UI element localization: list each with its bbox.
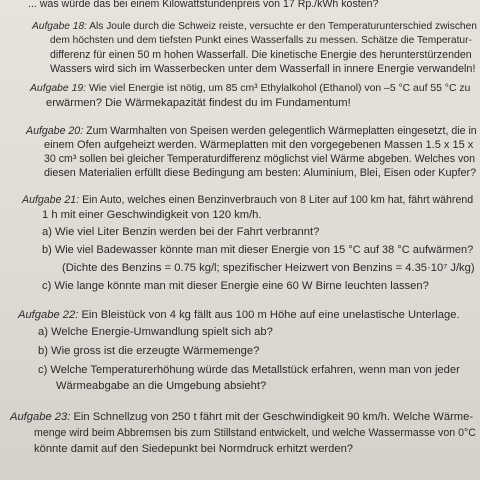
task-18-text-3: differenz für einen 50 m hohen Wasserfall. Die kinetische Energie des herunterstürzenden [50, 49, 472, 61]
task-18-text-4: Wassers wird sich im Wasserbecken unter dem Wasserfall in innere Energie verwandeln! [50, 63, 476, 75]
task-22-text-c-1: c) Welche Temperaturerhöhung würde das Metallstück erfahren, wenn man von jeder [38, 364, 460, 376]
task-21-item-c [42, 279, 429, 293]
task-22-text-1: Ein Bleistück von 4 kg fällt aus 100 m Höhe auf eine unelastische Unterlage. [81, 309, 460, 321]
task-23-line-1 [10, 410, 473, 424]
task-18-text-2: dem höchsten und dem tiefsten Punkt eines Wasserfalls zu messen. Schätze die Temperatur- [50, 35, 472, 46]
task-18-line-3 [50, 48, 472, 62]
task-23-text-1: Ein Schnellzug von 250 t fährt mit der Geschwindigkeit 90 km/h. Welche Wärme- [73, 411, 474, 423]
task-18-line-1 [32, 20, 477, 34]
task-20-line-2 [44, 138, 473, 152]
task-21-text-b-note: (Dichte des Benzins = 0.75 kg/l; spezifischer Heizwert von Benzins = 4.35·10⁷ J/kg) [62, 262, 475, 274]
task-22-text-c-2: Wärmeabgabe an die Umgebung absieht? [56, 380, 267, 392]
task-21-line-2 [42, 208, 262, 222]
task-19-text-2: erwärmen? Die Wärmekapazität findest du im Fundamentum! [46, 97, 351, 109]
task-21-text-b: b) Wie viel Badewasser könnte man mit dieser Energie von 15 °C auf 38 °C aufwärmen? [42, 244, 474, 256]
task-19-text-1: Wie viel Energie ist nötig, um 85 cm³ Ethylalkohol (Ethanol) von –5 °C auf 55 °C zu [88, 83, 471, 94]
task-21-label: Aufgabe 21: [22, 194, 80, 206]
task-20-text-2: einem Ofen aufgeheizt werden. Wärmeplatten mit den vorgegebenen Massen 1.5 x 15 x [44, 139, 474, 151]
task-19-line-2 [46, 96, 351, 110]
task-20-text-4: diesen Materialien erfüllt diese Bedingung am besten: Aluminium, Blei, Eisen oder Kupfer? [44, 167, 477, 179]
task-18-text-1: Als Joule durch die Schweiz reiste, versuchte er den Temperaturunterschied zwischen [89, 21, 477, 32]
task-20-text-1: Zum Warmhalten von Speisen werden gelegentlich Wärmeplatten eingesetzt, die in [86, 125, 477, 137]
task-21-item-b-note [62, 261, 475, 275]
task-21-item-b [42, 243, 473, 257]
task-22-label: Aufgabe 22: [18, 309, 79, 321]
task-22-item-a [38, 325, 273, 339]
task-22-line-1 [18, 308, 460, 322]
task-19-line-1 [30, 82, 470, 96]
task-23-text-3: könnte damit auf den Siedepunkt bei Normdruck erhitzt werden? [34, 443, 354, 455]
task-22-item-c-1 [38, 363, 460, 377]
task-23-line-2 [34, 426, 476, 440]
task-21-item-a [42, 225, 319, 239]
task-20-label: Aufgabe 20: [26, 125, 84, 137]
task-22-text-a: a) Welche Energie-Umwandlung spielt sich ab? [38, 326, 273, 338]
task-18-line-4 [50, 62, 475, 76]
task-20-text-3: 30 cm³ sollen bei gleicher Temperaturdifferenz möglichst viel Wärme abgeben. Welches von [44, 153, 476, 165]
intro-text: ... was würde das bei einem Kilowattstundenpreis von 17 Rp./kWh kosten? [28, 0, 379, 10]
task-21-text-2: 1 h mit einer Geschwindigkeit von 120 km/h. [42, 209, 262, 221]
intro-line [28, 0, 378, 11]
task-21-text-c: c) Wie lange könnte man mit dieser Energie eine 60 W Birne leuchten lassen? [42, 280, 429, 292]
task-22-item-b [38, 344, 259, 358]
task-23-label: Aufgabe 23: [10, 411, 71, 423]
task-21-text-1: Ein Auto, welches einen Benzinverbrauch von 8 Liter auf 100 km hat, fährt während [82, 194, 474, 206]
task-19-label: Aufgabe 19: [30, 83, 87, 94]
task-21-text-a: a) Wie viel Liter Benzin werden bei der Fahrt verbrannt? [42, 226, 320, 238]
task-23-line-3 [34, 442, 353, 456]
task-20-line-4 [44, 166, 476, 180]
task-18-label: Aufgabe 18: [32, 21, 87, 32]
task-22-text-b: b) Wie gross ist die erzeugte Wärmemenge? [38, 345, 260, 357]
task-18-line-2 [50, 34, 472, 48]
task-23-text-2: menge wird beim Abbremsen bis zum Stillstand entwickelt, und welche Wassermasse von 0°C [34, 427, 476, 439]
task-20-line-3 [44, 152, 475, 166]
task-21-line-1 [22, 193, 473, 207]
task-22-item-c-2 [56, 379, 266, 393]
task-20-line-1 [26, 124, 477, 138]
